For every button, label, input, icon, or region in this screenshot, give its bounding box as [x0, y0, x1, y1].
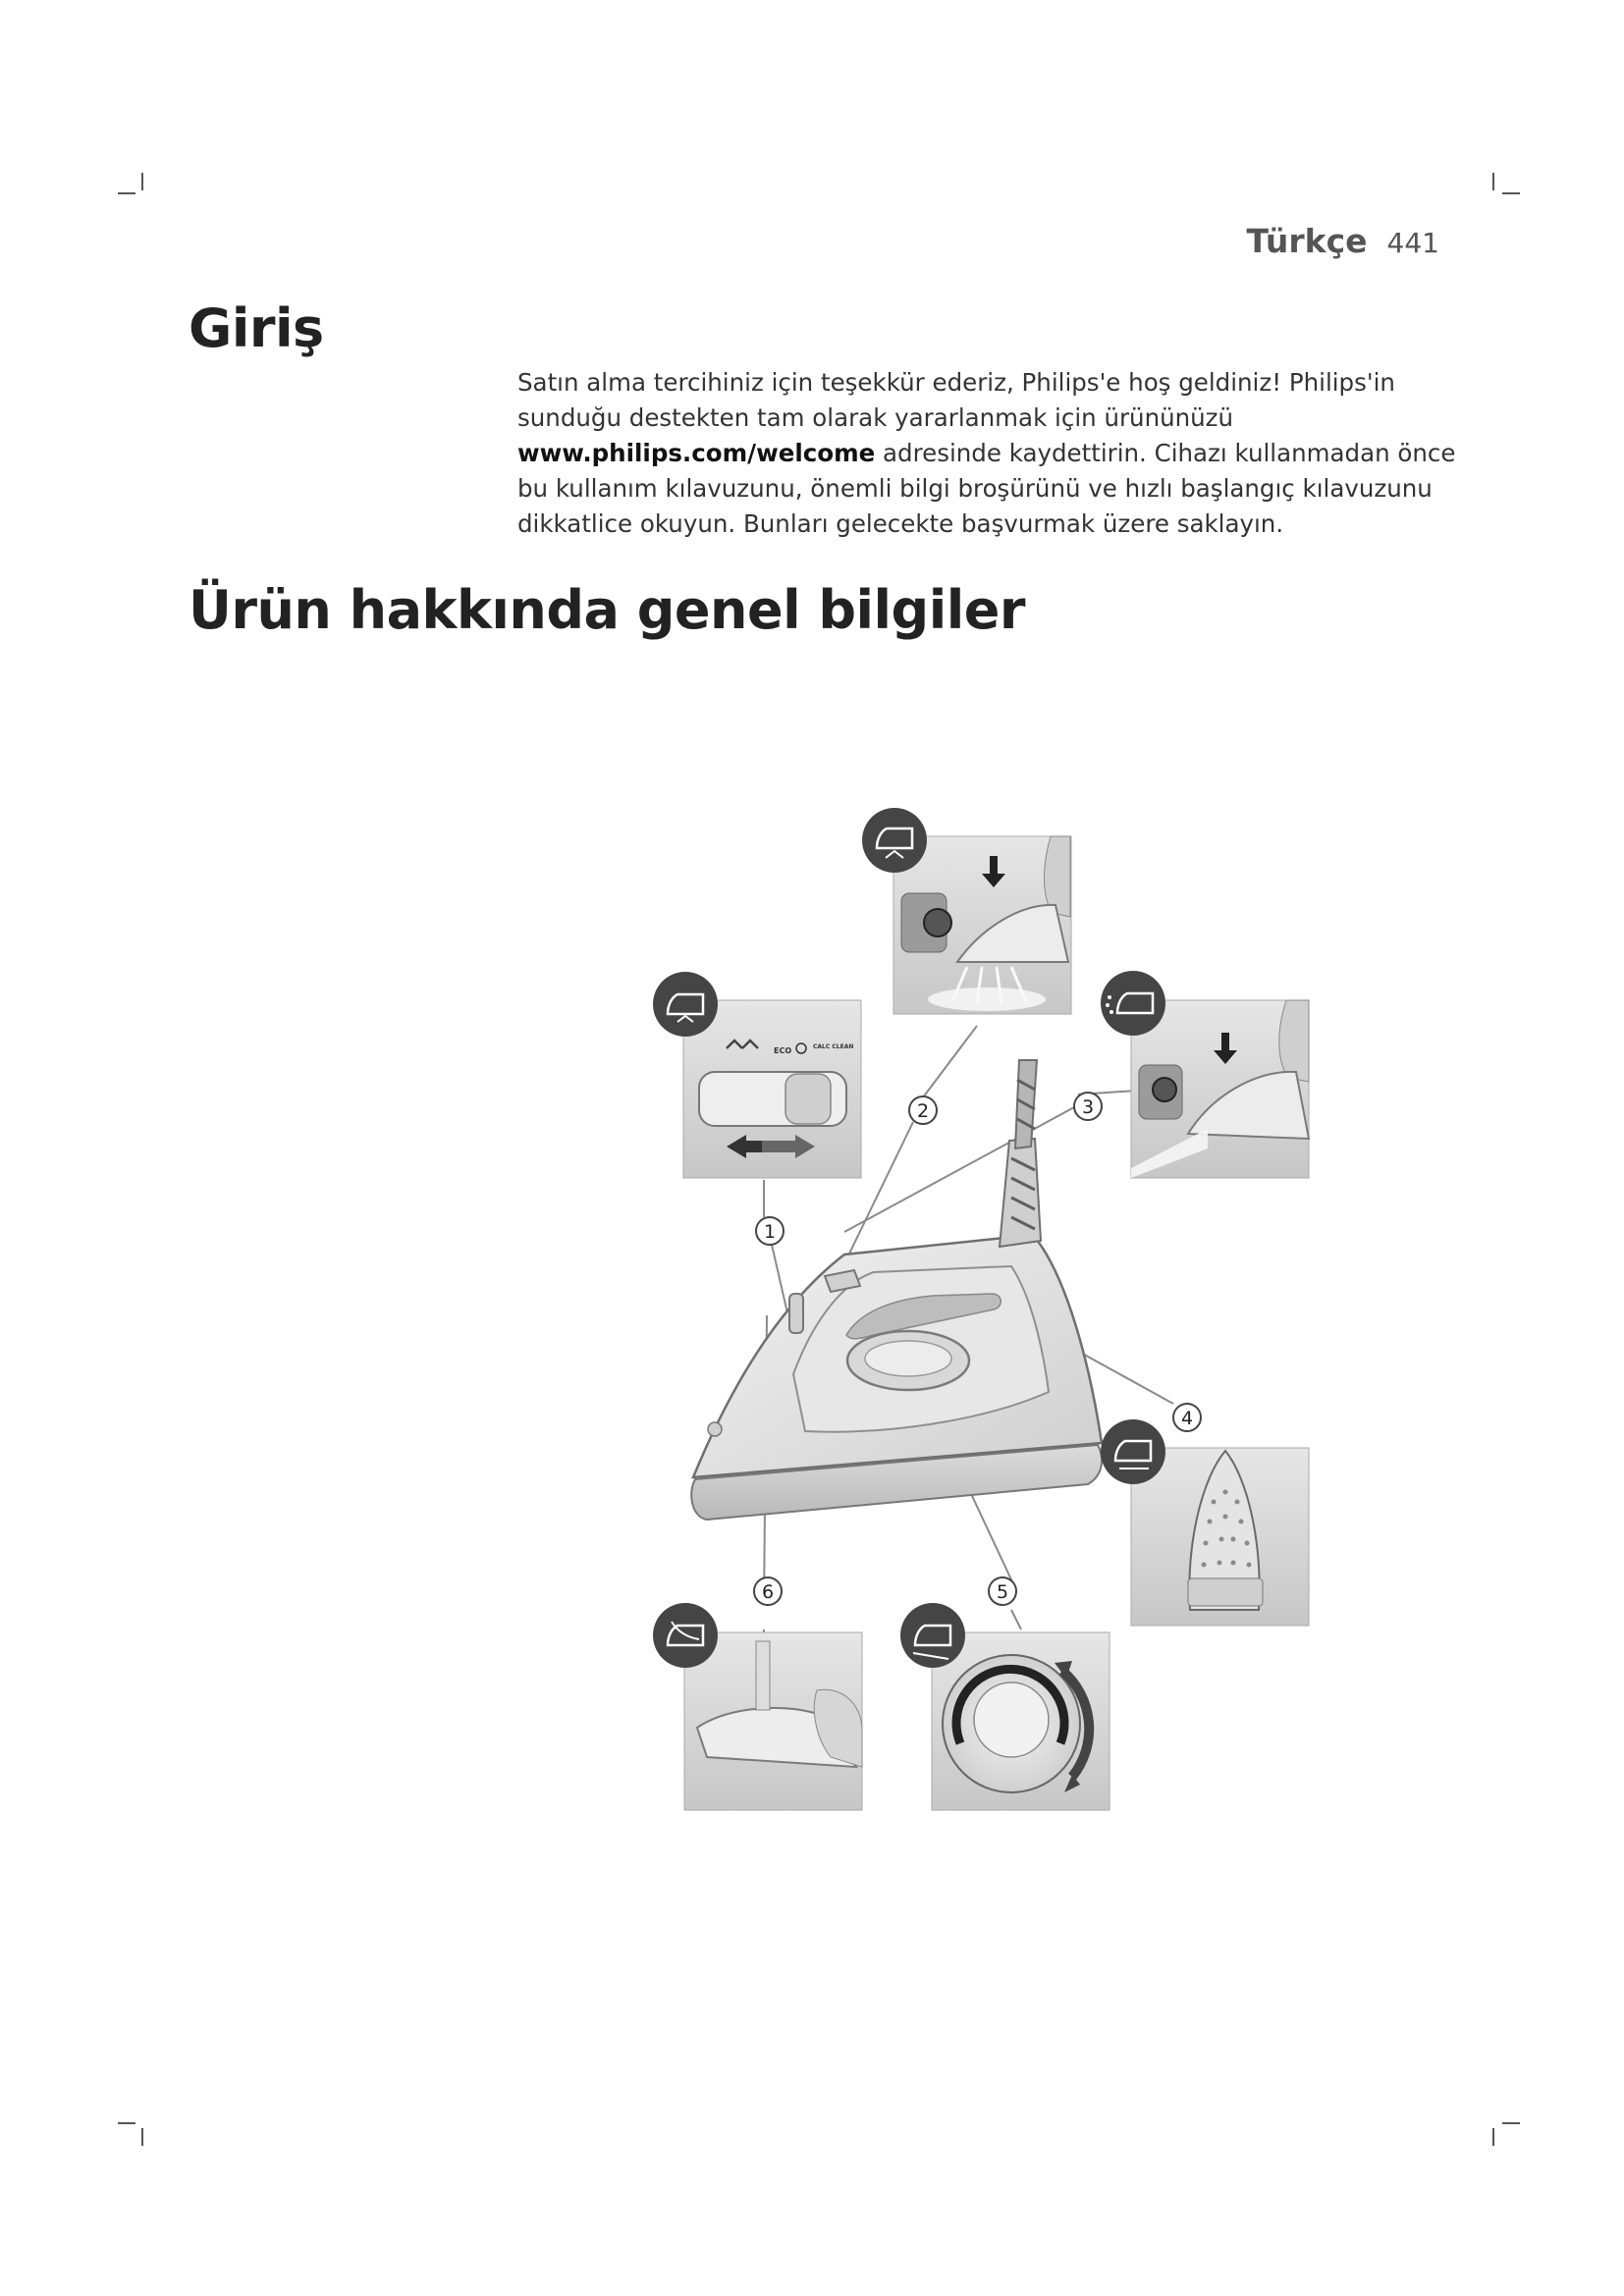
callout-3: [1074, 1093, 1102, 1120]
panel-5-dial-badge: [900, 1603, 965, 1668]
callout-6-label: 6: [761, 1581, 775, 1603]
panel-1-steam-selector: [683, 1000, 861, 1178]
panel-3-spray: [1131, 1000, 1309, 1178]
intro-text-part2: adresinde kaydettirin. Cihazı kullanmadan önce bu kullanım kılavuzunu, önemli bilgi broşürünü ve hızlı başlangıç kılavuzunu dikkatlice okuyun. Bunları gelecekte başvurmak üzere saklayın.: [517, 439, 1456, 538]
callout-6: [754, 1577, 782, 1605]
intro-text-part1: Satın alma tercihiniz için teşekkür ederiz, Philips'e hoş geldiniz! Philips'in sunduğu destekten tam olarak yararlanmak için ürününüzü: [517, 368, 1395, 432]
panel1-eco-label: ECO: [774, 1046, 792, 1055]
callout-2: [909, 1096, 937, 1124]
panel-1-iron-symbol-badge: [653, 972, 718, 1037]
welcome-link[interactable]: www.philips.com/welcome: [517, 439, 876, 467]
intro-heading: Giriş: [189, 297, 324, 359]
page-number: 441: [1386, 227, 1439, 259]
panel-2-steam-boost-badge: [862, 808, 927, 873]
panel-6-filling-badge: [653, 1603, 718, 1668]
panel-5-temperature-dial: [932, 1632, 1110, 1810]
panel-4-soleplate: [1131, 1448, 1309, 1626]
overview-heading: Ürün hakkında genel bilgiler: [189, 579, 1025, 641]
panel-4-soleplate-badge: [1101, 1419, 1165, 1484]
callout-2-label: 2: [916, 1100, 930, 1122]
callout-1: [756, 1217, 784, 1245]
panel-2-steam-boost: [893, 836, 1071, 1014]
callout-1-label: 1: [763, 1221, 777, 1243]
header-language: Türkçe: [1246, 222, 1368, 260]
callout-4-label: 4: [1180, 1408, 1194, 1429]
panel1-calc-clean-label: CALC CLEAN: [813, 1043, 854, 1050]
panel-3-spray-badge: [1101, 971, 1165, 1036]
callout-4: [1173, 1404, 1201, 1431]
callout-3-label: 3: [1081, 1096, 1095, 1118]
callout-5: [989, 1577, 1016, 1605]
panel-6-filling: [684, 1632, 862, 1810]
callout-5-label: 5: [996, 1581, 1009, 1603]
